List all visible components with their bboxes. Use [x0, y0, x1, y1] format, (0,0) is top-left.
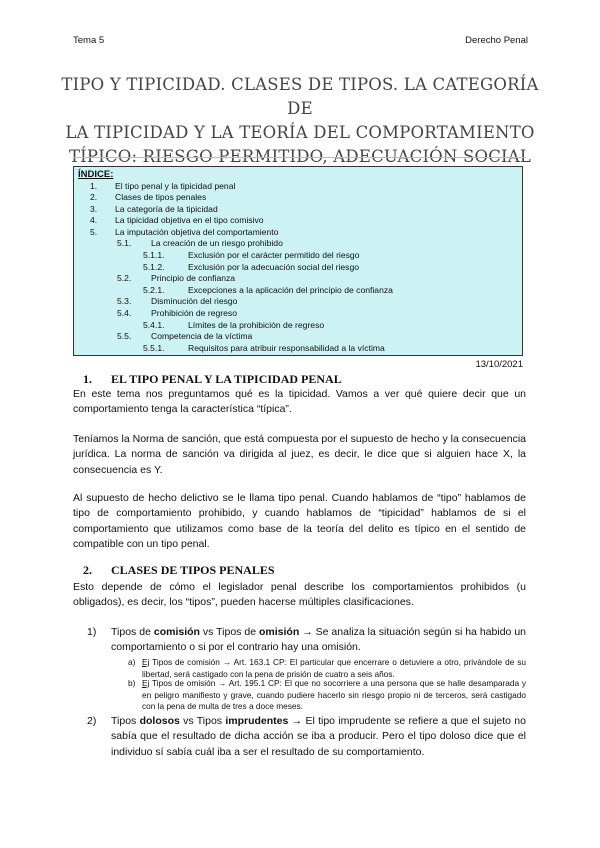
- paragraph: En este tema nos preguntamos qué es la tipicidad. Vamos a ver qué quiere decir que un comportamiento tenga la característica “típica”.: [73, 388, 526, 416]
- toc-item[interactable]: [78, 331, 518, 343]
- text-run: → El tipo imprudente se refiere a que el sujeto no sabía que el resultado de dicha acción se iba a producir. Pero el tipo doloso dice que el individuo sí sabía cuál iba a ser el resultado de su comportamiento.: [111, 715, 526, 758]
- text-run: Tipos de comisión → Art. 163.1 CP: El particular que encerrare o detuviere a otro, privándole de su libertad, será castigado con la pena de prisión de cuatro a seis años.: [142, 657, 526, 679]
- section-number: 2.: [83, 563, 92, 577]
- toc-number: 5.4.: [117, 308, 132, 319]
- text-run: → Se analiza la situación según si ha habido un comportamiento o si por el contrario hay una omisión.: [111, 626, 526, 654]
- sub-list-letter: b): [128, 678, 136, 688]
- toc-item[interactable]: [78, 215, 518, 227]
- header-topic: Tema 5: [73, 35, 105, 46]
- toc-number: 5.2.: [117, 273, 132, 284]
- section-title: CLASES DE TIPOS PENALES: [111, 563, 275, 577]
- title-divider: [73, 157, 526, 158]
- sub-list-letter: a): [128, 657, 136, 667]
- toc-item[interactable]: [78, 181, 518, 193]
- toc-number: 4.: [90, 215, 98, 226]
- toc-label: Exclusión por la adecuación social del riesgo: [188, 261, 360, 272]
- text-run: Tipos de: [111, 626, 154, 638]
- toc-number: 5.1.2.: [143, 261, 165, 272]
- example-marker: Ej: [142, 657, 150, 667]
- paragraph: Teníamos la Norma de sanción, que está compuesta por el supuesto de hecho y la consecuencia jurídica. La norma de sanción va dirigida al juez, es decir, le dice que si alguien hace X, la consecuencia es Y.: [73, 433, 526, 476]
- section-heading: [73, 372, 342, 387]
- toc-label: El tipo penal y la tipicidad penal: [115, 180, 236, 191]
- toc-label: Límites de la prohibición de regreso: [188, 319, 325, 330]
- toc-number: 5.2.1.: [143, 284, 165, 295]
- sub-list-item: [121, 678, 526, 713]
- index-heading: ÍNDICE:: [78, 169, 114, 180]
- toc-number: 5.4.1.: [143, 319, 165, 330]
- toc-label: Competencia de la víctima: [151, 331, 253, 342]
- text-run: Tipos: [111, 715, 140, 727]
- toc-item[interactable]: [78, 238, 518, 250]
- title-line: TIPO Y TIPICIDAD. CLASES DE TIPOS. LA CATEGORÍA DE: [61, 75, 539, 118]
- header-subject: Derecho Penal: [465, 35, 528, 46]
- toc-number: 3.: [90, 203, 98, 214]
- toc-label: La categoría de la tipicidad: [115, 203, 218, 214]
- text-run: vs Tipos: [179, 715, 226, 727]
- list-item: [87, 625, 526, 656]
- bold-term: comisión: [153, 626, 200, 638]
- section-number: 1.: [83, 372, 92, 386]
- bold-term: omisión: [259, 626, 300, 638]
- toc-item[interactable]: [78, 296, 518, 308]
- toc-item[interactable]: [78, 320, 518, 332]
- toc-number: 2.: [90, 192, 98, 203]
- title-line: TÍPICO: RIESGO PERMITIDO, ADECUACIÓN SOCIAL: [68, 147, 532, 166]
- bold-term: imprudentes: [225, 715, 289, 727]
- toc-label: Principio de confianza: [151, 273, 236, 284]
- text-run: Tipos de omisión → Art. 195.1 CP: El que no socorriere a una persona que se halle desamparada y en peligro manifiesto y grave, cuando pudiere hacerlo sin riesgo propio ni de terceros, será castigado con la pena de multa de tres a doce meses.: [142, 678, 526, 712]
- toc-number: 5.5.1.: [143, 342, 165, 353]
- toc-item[interactable]: [78, 273, 518, 285]
- sub-list-item: [121, 657, 526, 680]
- paragraph: Esto depende de cómo el legislador penal describe los comportamientos prohibidos (u obligados), es decir, los “tipos”, pueden hacerse múltiples clasificaciones.: [73, 581, 526, 609]
- toc-label: Excepciones a la aplicación del principio de confianza: [188, 284, 393, 295]
- list-number: 2): [87, 715, 97, 727]
- toc-number: 5.: [90, 226, 98, 237]
- section-title: EL TIPO PENAL Y LA TIPICIDAD PENAL: [111, 372, 342, 386]
- toc-number: 1.: [90, 180, 98, 191]
- document-date: 13/10/2021: [475, 359, 523, 370]
- text-run: vs Tipos de: [199, 626, 259, 638]
- sub-list-text: [121, 678, 526, 713]
- example-marker: Ej: [142, 678, 150, 688]
- toc-label: Disminución del riesgo: [151, 296, 238, 307]
- page-title: [60, 73, 540, 169]
- title-line: LA TIPICIDAD Y LA TEORÍA DEL COMPORTAMIENTO: [65, 123, 535, 142]
- toc-item[interactable]: [78, 343, 518, 355]
- paragraph: Al supuesto de hecho delictivo se le llama tipo penal. Cuando hablamos de “tipo” hablamos de tipo de comportamiento prohibido, y cuando hablamos de “tipicidad” hablamos de si el comportamiento que utilizamos como base de la teoría del delito es típico en el sentido de compatible con un tipo penal.: [73, 492, 526, 551]
- toc-item[interactable]: [78, 308, 518, 320]
- list-number: 1): [87, 626, 97, 638]
- toc-item[interactable]: [78, 227, 518, 239]
- toc-item[interactable]: [78, 250, 518, 262]
- toc-item[interactable]: [78, 262, 518, 274]
- toc-number: 5.5.: [117, 331, 132, 342]
- toc-label: Prohibición de regreso: [151, 308, 237, 319]
- toc-label: La creación de un riesgo prohibido: [151, 238, 283, 249]
- toc-label: La tipicidad objetiva en el tipo comisivo: [115, 215, 264, 226]
- list-text: [97, 625, 526, 656]
- toc-label: Requisitos para atribuir responsabilidad a la víctima: [188, 342, 385, 353]
- toc-label: La imputación objetiva del comportamiento: [115, 226, 279, 237]
- toc-item[interactable]: [78, 204, 518, 216]
- toc-number: 5.1.1.: [143, 250, 165, 261]
- toc-label: Exclusión por el carácter permitido del riesgo: [188, 250, 360, 261]
- sub-list-text: [121, 657, 526, 680]
- toc-number: 5.3.: [117, 296, 132, 307]
- toc-number: 5.1.: [117, 238, 132, 249]
- index-box: [73, 166, 523, 356]
- toc-item[interactable]: [78, 192, 518, 204]
- list-text: [97, 714, 526, 760]
- toc-label: Clases de tipos penales: [115, 192, 207, 203]
- list-item: [87, 714, 526, 760]
- bold-term: dolosos: [139, 715, 180, 727]
- toc-item[interactable]: [78, 285, 518, 297]
- section-heading: [73, 563, 275, 578]
